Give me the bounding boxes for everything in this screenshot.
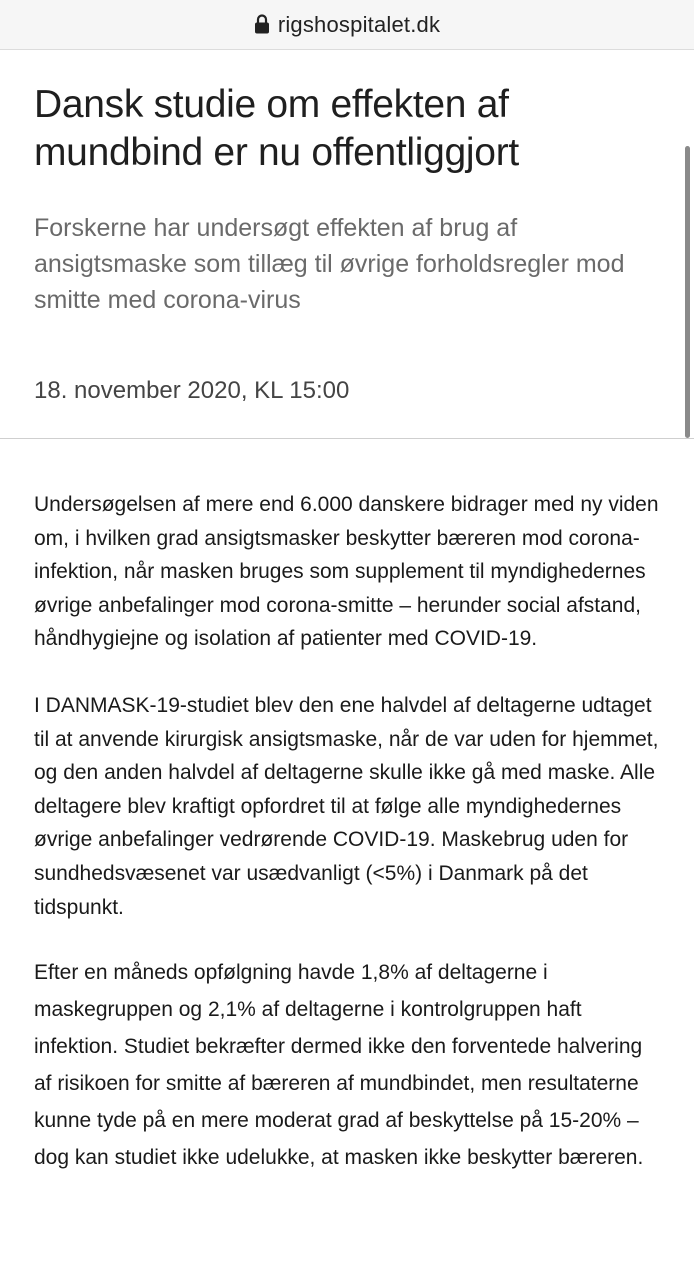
article-paragraph-3: Efter en måneds opfølgning havde 1,8% af deltagerne i maskegruppen og 2,1% af deltagerne i kontrolgruppen haft infektion. Studiet bekræfter dermed ikke den forventede halvering af risikoen for smitte af bæreren af mundbindet, men resultaterne kunne tyde på en mere moderat grad af beskyttelse på 15-20% – dog kan studiet ikke udelukke, at masken ikke beskytter bæreren. bbox=[34, 961, 644, 1170]
lock-icon bbox=[254, 13, 270, 35]
browser-address-bar[interactable] bbox=[0, 0, 694, 50]
article-date: 18. november 2020, KL 15:00 bbox=[34, 377, 350, 404]
article-paragraph-1: Undersøgelsen af mere end 6.000 danskere bidrager med ny viden om, i hvilken grad ansigtsmasker beskytter bæreren mod corona-infektion, når masken bruges som supplement til myndighedernes øvrige anbefalinger mod corona-smitte – herunder social afstand, håndhygiejne og isolation af patienter med COVID-19. bbox=[34, 493, 659, 651]
page-scrollbar[interactable] bbox=[685, 146, 690, 438]
header-divider bbox=[0, 438, 694, 439]
article-paragraph-2: I DANMASK-19-studiet blev den ene halvdel af deltagerne udtaget til at anvende kirurgisk ansigtsmaske, når de var uden for hjemmet, og den anden halvdel af deltagerne skulle ikke gå med maske. Alle deltagere blev kraftigt opfordret til at følge alle myndighedernes øvrige anbefalinger vedrørende COVID-19. Maskebrug uden for sundhedsvæsenet var usædvanligt (<5%) i Danmark på det tidspunkt. bbox=[34, 693, 659, 919]
article-subtitle: Forskerne har undersøgt effekten af brug af ansigtsmaske som tillæg til øvrige forholdsregler mod smitte med corona-virus bbox=[34, 214, 625, 314]
address-bar-domain: rigshospitalet.dk bbox=[277, 11, 441, 37]
article-body bbox=[34, 488, 664, 1176]
article-title: Dansk studie om effekten af mundbind er nu offentliggjort bbox=[34, 83, 519, 174]
